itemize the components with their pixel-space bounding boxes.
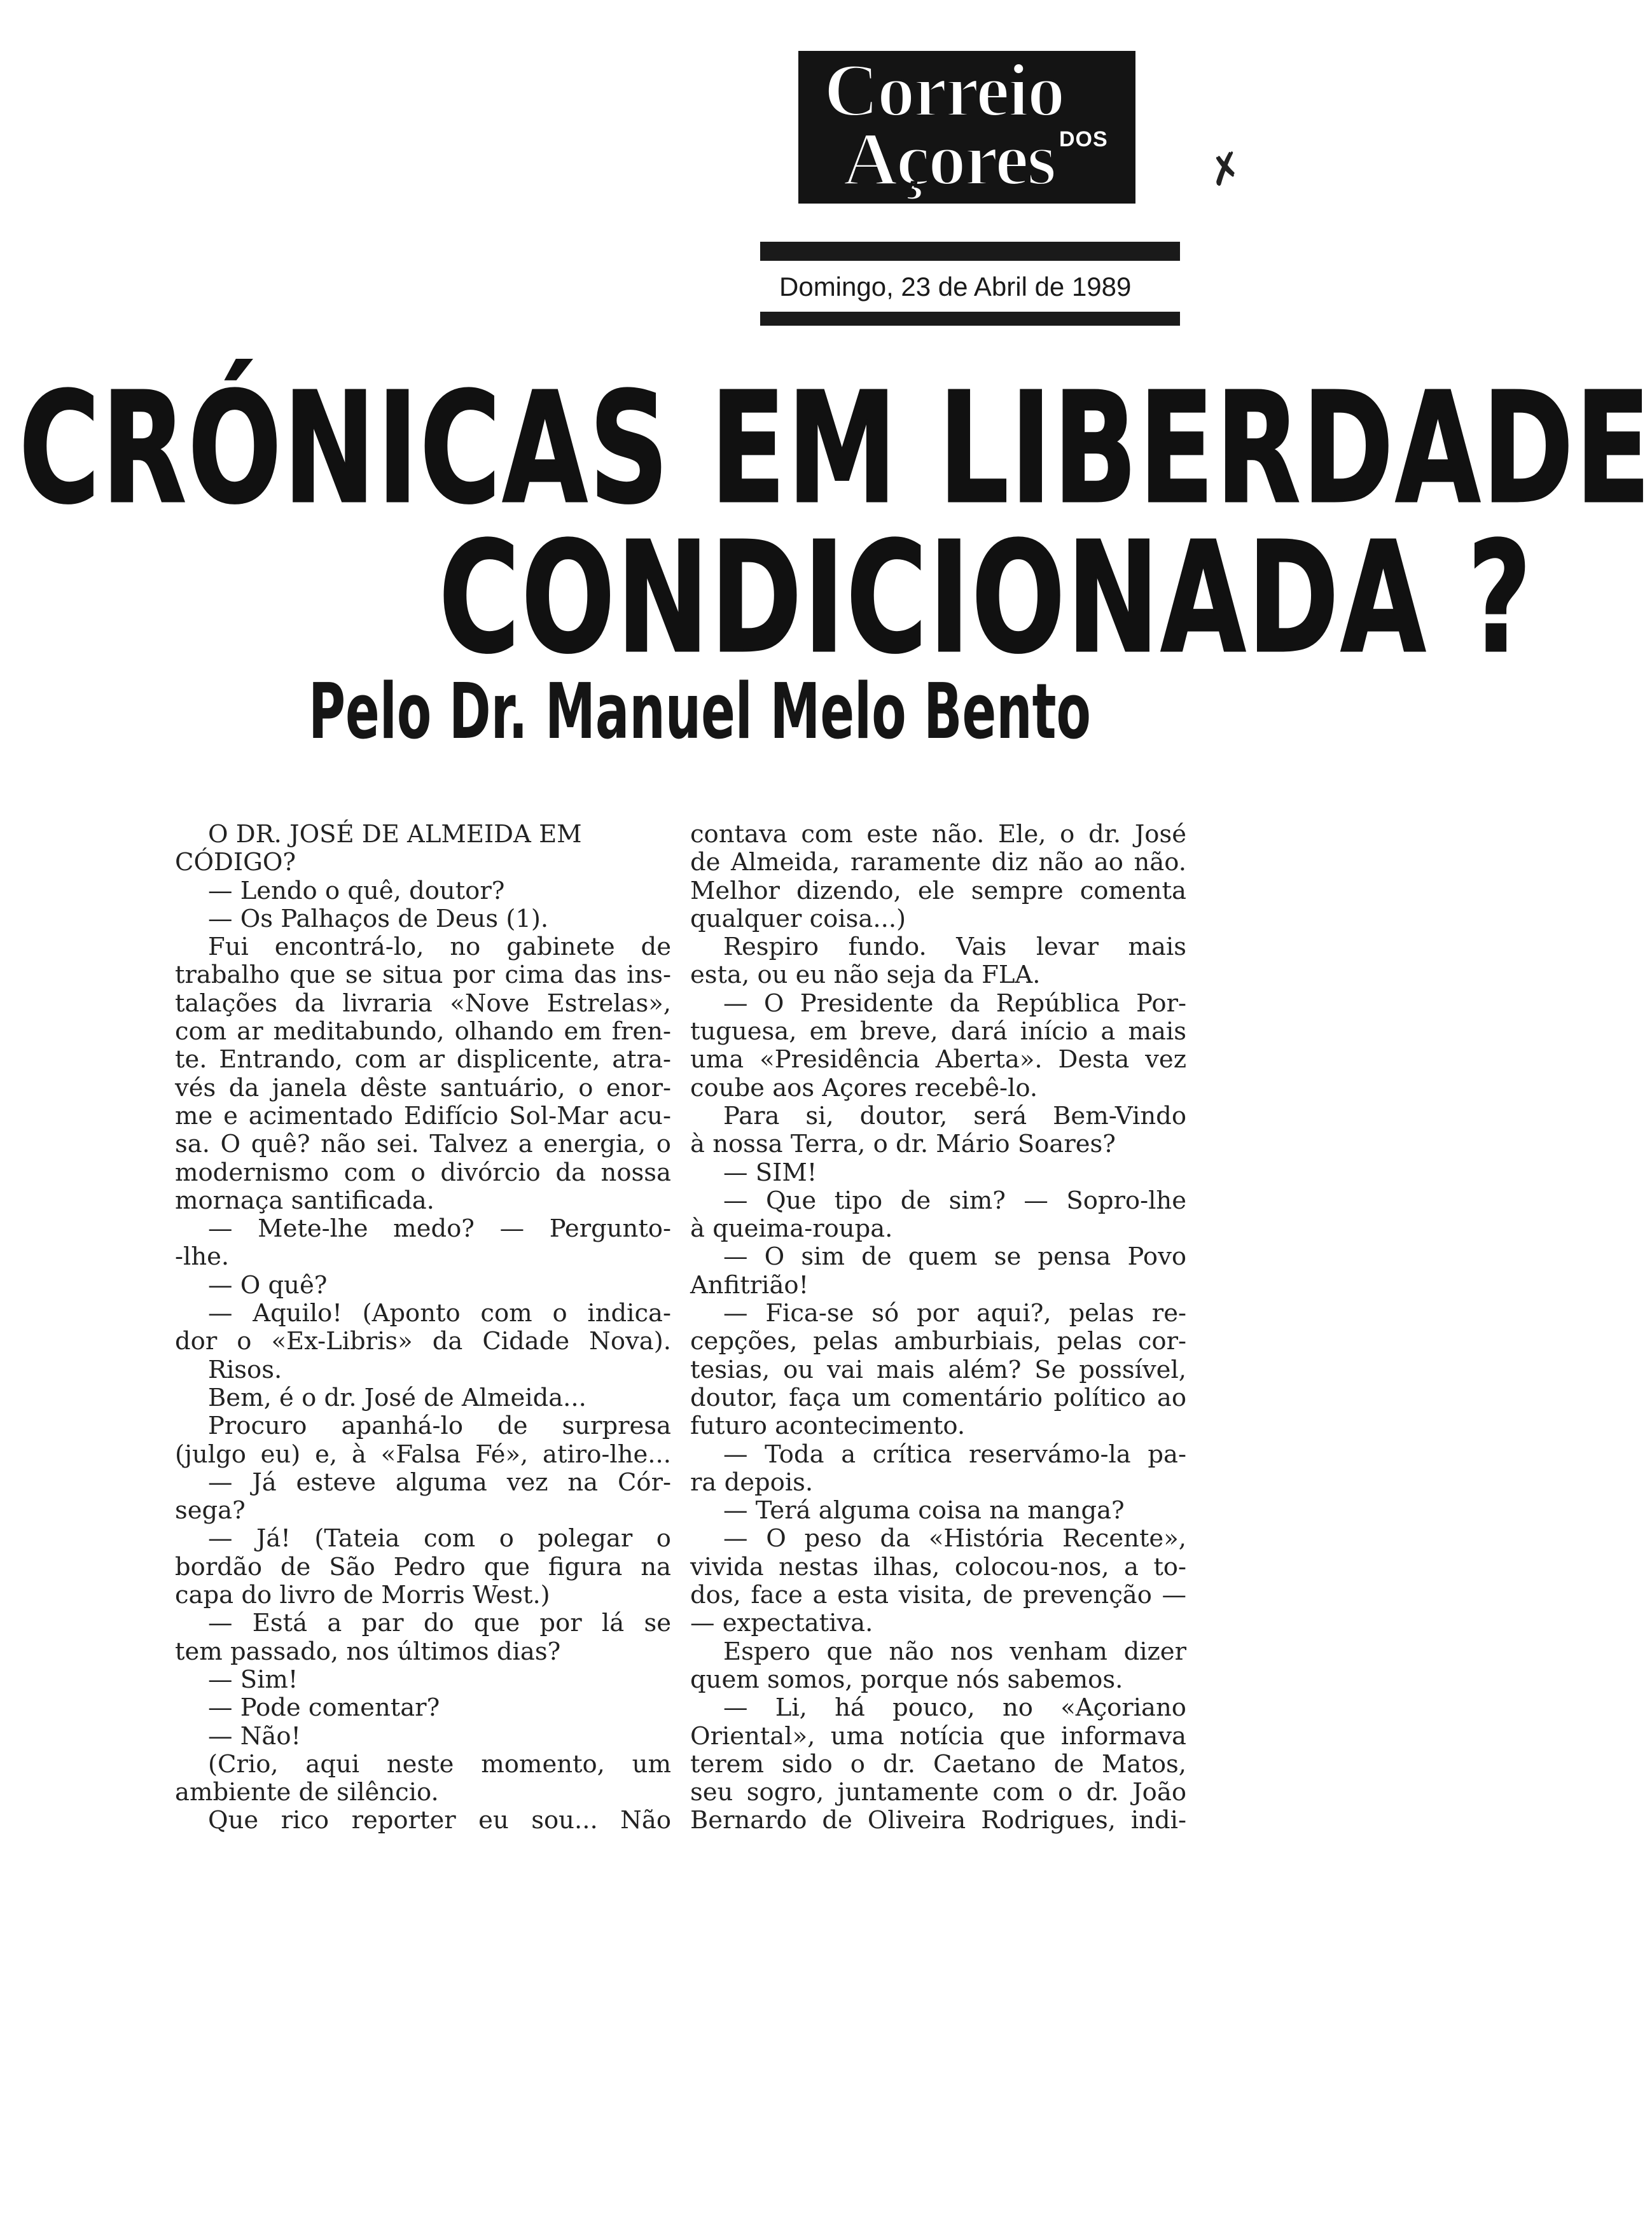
article-line: — Terá alguma coisa na manga? <box>723 1496 1125 1525</box>
article-line: qualquer coisa...) <box>690 904 906 933</box>
article-line: sa. O quê? não sei. Talvez a energia, o <box>175 1130 671 1159</box>
masthead-small: DOS <box>1059 127 1108 151</box>
article-line: dos, face a esta visita, de prevenção — <box>690 1581 1186 1610</box>
article-line: O DR. JOSÉ DE ALMEIDA EM <box>208 820 582 849</box>
article-line: quem somos, porque nós sabemos. <box>690 1665 1123 1694</box>
article-line: — Fica-se só por aqui?, pelas re- <box>723 1299 1186 1328</box>
article-line: — Está a par do que por lá se <box>208 1609 671 1638</box>
article-line: terem sido o dr. Caetano de Matos, <box>690 1749 1186 1779</box>
article-line: coube aos Açores recebê-lo. <box>690 1073 1038 1102</box>
article-line: Bernardo de Oliveira Rodrigues, indi- <box>690 1806 1186 1835</box>
dateline: Domingo, 23 de Abril de 1989 <box>779 272 1132 302</box>
article-line: trabalho que se situa por cima das ins- <box>175 961 671 990</box>
article-line: tem passado, nos últimos dias? <box>175 1637 561 1666</box>
article-line: Melhor dizendo, ele sempre comenta <box>690 876 1186 905</box>
article-line: Espero que não nos venham dizer <box>723 1637 1186 1666</box>
article-line: — Os Palhaços de Deus (1). <box>208 904 549 933</box>
article-line: tuguesa, em breve, dará início a mais <box>690 1017 1186 1046</box>
article-line: Que rico reporter eu sou... Não <box>208 1806 671 1835</box>
article-line: Anfitrião! <box>690 1270 809 1300</box>
article-line: Para si, doutor, será Bem-Vindo <box>723 1101 1186 1130</box>
article-line: Oriental», uma notícia que informava <box>690 1721 1186 1751</box>
article-line: Bem, é o dr. José de Almeida... <box>208 1383 587 1412</box>
headline-line1: CRÓNICAS EM LIBERDADE <box>19 359 1652 538</box>
article-line: capa do livro de Morris West.) <box>175 1581 550 1610</box>
headline-line2: CONDICIONADA ? <box>439 509 1534 687</box>
article-line: mornaça santificada. <box>175 1186 434 1215</box>
article-line: sega? <box>175 1496 246 1525</box>
masthead-line1: Correio <box>824 48 1064 132</box>
article-line: à queima-roupa. <box>690 1214 893 1244</box>
article-line: — O sim de quem se pensa Povo <box>723 1242 1186 1272</box>
article-line: — Pode comentar? <box>208 1693 440 1723</box>
article-line: ambiente de silêncio. <box>175 1778 439 1807</box>
article-line: Fui encontrá-lo, no gabinete de <box>208 933 671 962</box>
article-line: — Aquilo! (Aponto com o indica- <box>208 1299 671 1328</box>
article-line: futuro acontecimento. <box>690 1412 966 1441</box>
article-column-right <box>690 821 1186 1835</box>
article-line: dor o «Ex-Libris» da Cidade Nova). <box>175 1327 671 1356</box>
article-line: cepções, pelas amburbiais, pelas cor- <box>690 1327 1186 1356</box>
article-line: — Já esteve alguma vez na Cór- <box>208 1468 671 1497</box>
article-line: Risos. <box>208 1355 282 1384</box>
dateline-rule-bottom <box>760 312 1180 326</box>
article-line: ra depois. <box>690 1468 814 1497</box>
article-line: talações da livraria «Nove Estrelas», <box>175 989 671 1018</box>
article-line: — O quê? <box>208 1270 328 1300</box>
byline: Pelo Dr. Manuel Melo Bento <box>309 668 1091 756</box>
article-line: (Crio, aqui neste momento, um <box>208 1749 671 1779</box>
article-line: com ar meditabundo, olhando em fren- <box>175 1017 671 1046</box>
article-line: de Almeida, raramente diz não ao não. <box>690 848 1186 877</box>
article-line: — Que tipo de sim? — Sopro-lhe <box>723 1186 1186 1215</box>
article-line: (julgo eu) e, à «Falsa Fé», atiro-lhe... <box>175 1440 671 1469</box>
article-line: te. Entrando, com ar displicente, atra- <box>175 1045 671 1074</box>
article-line: — Li, há pouco, no «Açoriano <box>723 1693 1186 1723</box>
article-line: bordão de São Pedro que figura na <box>175 1552 671 1581</box>
article-line: modernismo com o divórcio da nossa <box>175 1158 671 1187</box>
article-line: contava com este não. Ele, o dr. José <box>690 820 1186 849</box>
article-line: — Não! <box>208 1721 302 1751</box>
article-line: vés da janela dêste santuário, o enor- <box>175 1073 671 1102</box>
article-line: — Já! (Tateia com o polegar o <box>208 1524 671 1553</box>
article-line: — SIM! <box>723 1158 817 1187</box>
article-line: tesias, ou vai mais além? Se possível, <box>690 1355 1186 1384</box>
dateline-rule-top <box>760 242 1180 261</box>
article-line: — expectativa. <box>690 1609 873 1638</box>
article-line: seu sogro, juntamente com o dr. João <box>690 1778 1186 1807</box>
article-line: — Sim! <box>208 1665 298 1694</box>
article-line: me e acimentado Edifício Sol-Mar acu- <box>175 1101 671 1130</box>
article-line: — Toda a crítica reservámo-la pa- <box>723 1440 1186 1469</box>
article-line: esta, ou eu não seja da FLA. <box>690 961 1041 990</box>
article-line: -lhe. <box>175 1242 230 1272</box>
masthead-line2: Açores <box>843 116 1055 201</box>
article-line: — O peso da «História Recente», <box>723 1524 1186 1553</box>
article-line: — Lendo o quê, doutor? <box>208 876 505 905</box>
article-line: Respiro fundo. Vais levar mais <box>723 933 1186 962</box>
article-line: uma «Presidência Aberta». Desta vez <box>690 1045 1186 1074</box>
article-line: vivida nestas ilhas, colocou-nos, a to- <box>690 1552 1186 1581</box>
handwritten-mark: ✗ <box>1203 142 1249 197</box>
article-line: Procuro apanhá-lo de surpresa <box>208 1412 671 1441</box>
article-line: — O Presidente da República Por- <box>723 989 1186 1018</box>
article-line: à nossa Terra, o dr. Mário Soares? <box>690 1130 1116 1159</box>
article-line: — Mete-lhe medo? — Pergunto- <box>208 1214 671 1244</box>
article-line: doutor, faça um comentário político ao <box>690 1383 1186 1412</box>
masthead-logo <box>798 48 1135 204</box>
article-line: CÓDIGO? <box>175 848 296 877</box>
article-column-left <box>175 821 671 1835</box>
